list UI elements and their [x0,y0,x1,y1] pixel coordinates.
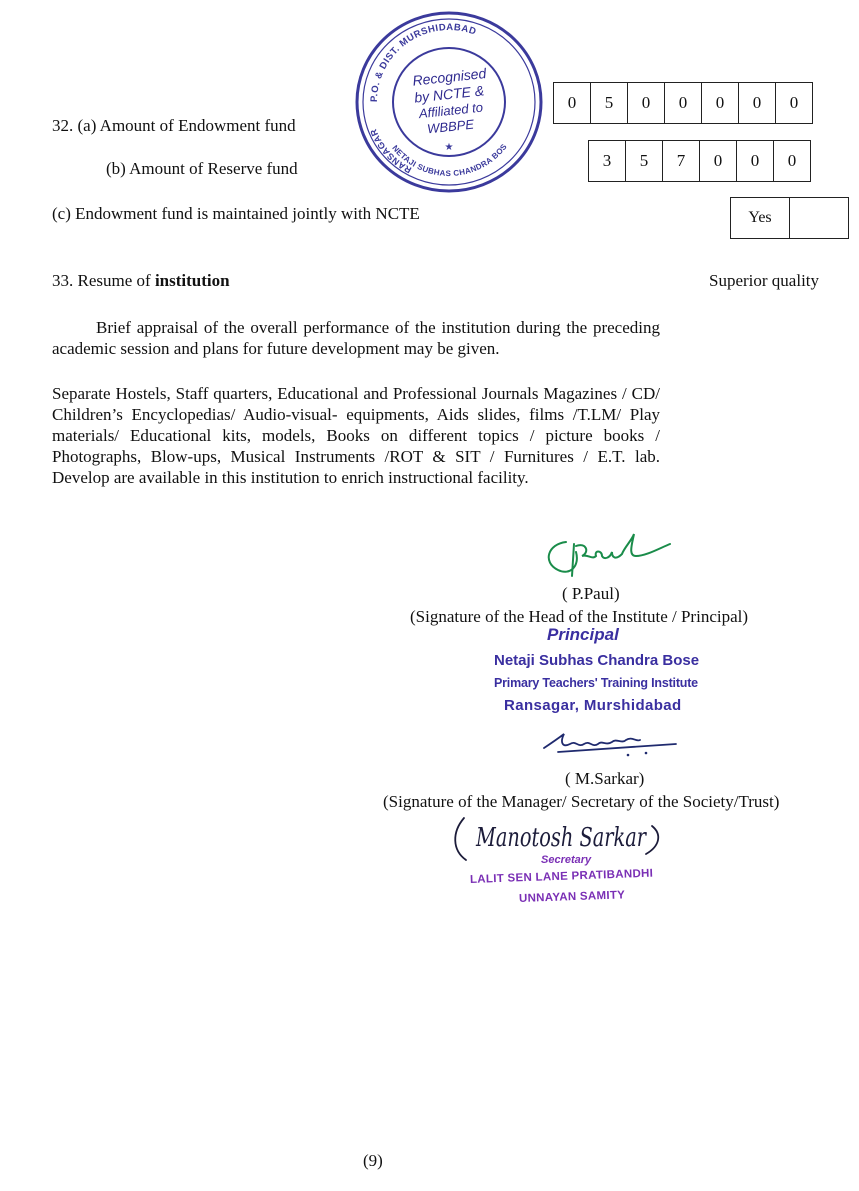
reserve-fund-label: (b) Amount of Reserve fund [106,159,298,178]
seal-inner-line3: Affiliated to [418,99,484,122]
principal-stamp-line2: Primary Teachers' Training Institute [494,676,698,690]
principal-stamp-line1: Netaji Subhas Chandra Bose [494,652,700,669]
empty-cell [789,198,848,238]
digit-box: 0 [787,151,797,170]
digit-box: 0 [737,141,774,181]
seal-inner-line4: WBBPE [426,116,475,137]
manager-caption: (Signature of the Manager/ Secretary of the Society/Trust) [383,792,780,811]
principal-stamp-title: Principal [547,625,619,644]
facilities-paragraph: Separate Hostels, Staff quarters, Educational and Professional Journals Magazines / CD/ Children’s Encyclopedias/ Audio-visual- equipments, Aids slides, films /T.LM/ Play materials/ Educational kits, models, Books on different topics / picture books / Photographs, Blow-ups, Musical Instruments /ROT & SIT / Furnitures / E.T. lab. Develop are available in this institution to enrich instructional facility. [52,384,660,487]
digit-box: 0 [739,83,776,123]
digit-box: 0 [702,83,739,123]
seal-star-icon: ★ [444,142,454,153]
digit-box: 0 [789,93,799,112]
manager-signature-graphic [536,722,686,762]
manager-name: ( M.Sarkar) [565,769,645,788]
joint-ncte-label: (c) Endowment fund is maintained jointly with NCTE [52,204,420,223]
principal-name: ( P.Paul) [562,584,620,603]
digit-box: 0 [628,83,665,123]
reserve-fund-amount-boxes [588,140,811,182]
q33-heading [52,270,230,291]
joint-ncte-answer-box [730,197,849,239]
q33-heading-bold: institution [154,271,230,290]
endowment-fund-amount-boxes [553,82,813,124]
digit-box: 0 [554,83,591,123]
digit-box: 7 [663,141,700,181]
digit-box: 0 [700,141,737,181]
digit-box: 0 [665,83,702,123]
yes-cell: Yes [748,209,772,226]
principal-signature-graphic [536,530,686,580]
principal-stamp-line3: Ransagar, Murshidabad [504,697,682,714]
svg-text:RANSAGAR [368,127,413,175]
seal-inner-line1: Recognised [411,65,487,89]
q33-heading-prefix: 33. Resume of [52,271,155,290]
seal-ring-text-left: RANSAGAR [368,127,414,176]
manager-handwritten-signature [536,722,686,762]
quality-value: Superior quality [709,271,820,290]
principal-handwritten-signature [536,530,686,580]
secretary-stamp-line2: UNNAYAN SAMITY [518,889,626,905]
seal-ring-text: P.O. & DIST. MURSHIDABAD [368,21,478,103]
principal-caption: (Signature of the Head of the Institute / Principal) [410,607,749,626]
digit-box: 5 [626,141,663,181]
endowment-fund-label: 32. (a) Amount of Endowment fund [52,116,296,135]
seal-inner-line2: by NCTE & [413,82,485,106]
secretary-signature-text: Manotosh Sarkar [475,823,648,853]
round-seal-graphic [352,8,546,196]
secretary-stamp-title: Secretary [541,854,592,866]
seal-ring-text-bottom: NETAJI SUBHAS CHANDRA BOS [390,142,509,179]
digit-box: 5 [591,83,628,123]
appraisal-instruction: Brief appraisal of the overall performance of the institution during the preceding academic session and plans for future development may be given. [52,318,660,358]
secretary-stamp-line1: LALIT SEN LANE PRATIBANDHI [469,867,654,886]
institute-round-seal [352,8,546,196]
digit-box: 3 [589,141,626,181]
page-number: (9) [363,1151,383,1170]
